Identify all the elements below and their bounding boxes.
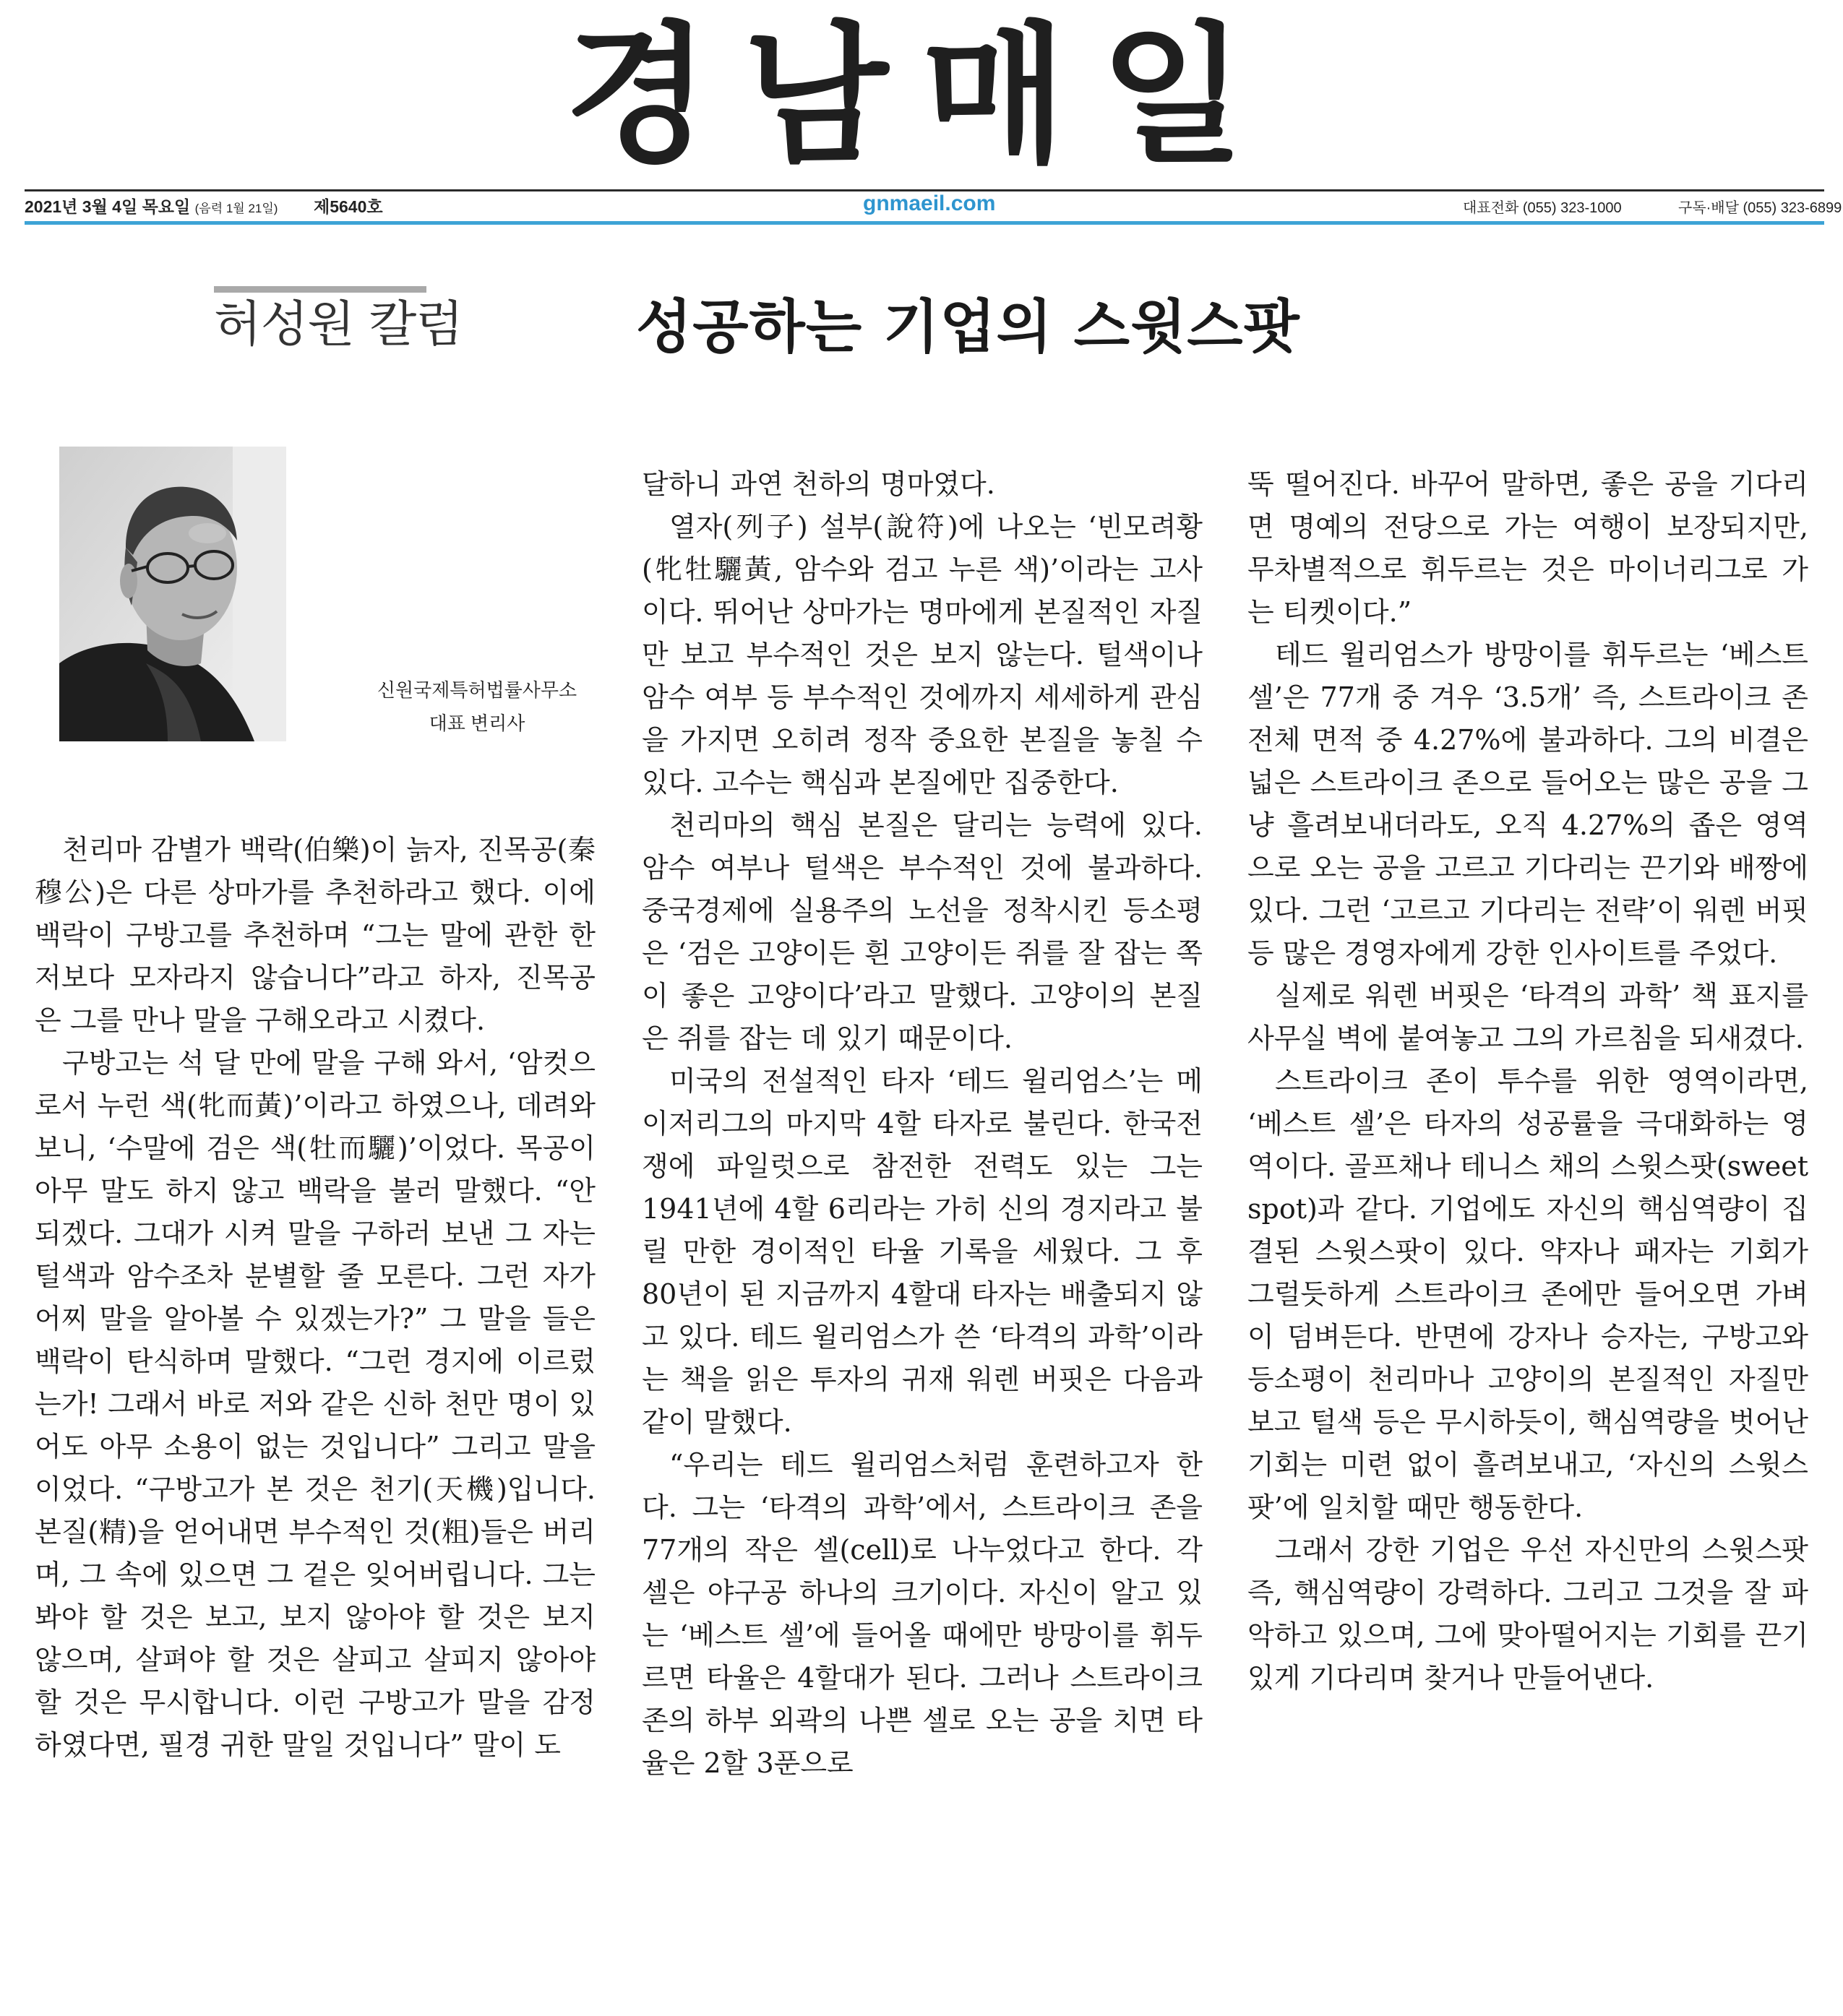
subscription-phone: 구독·배달 (055) 323-6899 [1678, 200, 1842, 216]
paragraph: 천리마 감별가 백락(伯樂)이 늙자, 진목공(秦穆公)은 다른 상마가를 추천하라고 했다. 이에 백락이 구방고를 추천하며 “그는 말에 관한 한 저보다 모자라지 않습니다”라고 하자, 진목공은 그를 만나 말을 구해오라고 시켰다. [35, 834, 596, 1036]
paragraph: 스트라이크 존이 투수를 위한 영역이라면, ‘베스트 셀’은 타자의 성공률을 극대화하는 영역이다. 골프채나 테니스 채의 스윗스팟(sweet spot)과 같다. 기업에도 자신의 핵심역량이 집결된 스윗스팟이 있다. 약자나 패자는 기회가 그럴듯하게 스트라이크 존에만 들어오면 가벼이 덤벼든다. 반면에 강자나 승자는, 구방고와 등소평이 천리마나 고양이의 본질적인 자질만 보고 털색 등은 무시하듯이, 핵심역량을 벗어난 기회는 미련 없이 흘려보내고, ‘자신의 스윗스팟’에 일치할 때만 행동한다. [1247, 1065, 1808, 1523]
paragraph: 열자(列子) 설부(說符)에 나오는 ‘빈모려황(牝牡驪黃, 암수와 검고 누른 색)’이라는 고사이다. 뛰어난 상마가는 명마에게 본질적인 자질만 보고 부수적인 것은 보지 않는다. 털색이나 암수 여부 등 부수적인 것에까지 세세하게 관심을 가지면 오히려 정작 중요한 본질을 놓칠 수 있다. 고수는 핵심과 본질에만 집중한다. [642, 511, 1203, 798]
author-portrait [59, 447, 286, 741]
article-column-3 [1247, 463, 1808, 1959]
article-column-2 [642, 463, 1203, 1959]
info-bar [25, 189, 1842, 225]
masthead [0, 0, 1843, 188]
column-label: 허성원 칼럼 [214, 296, 463, 353]
main-phone: 대표전화 (055) 323-1000 [1463, 200, 1622, 216]
website-link[interactable]: gnmaeil.com [863, 191, 996, 215]
paragraph: 테드 윌리엄스가 방망이를 휘두르는 ‘베스트 셀’은 77개 중 겨우 ‘3.5개’ 즉, 스트라이크 존 전체 면적 중 4.27%에 불과하다. 그의 비결은 넓은 스트라이크 존으로 들어오는 많은 공을 그냥 흘려보내더라도, 오직 4.27%의 좁은 영역으로 오는 공을 고르고 기다리는 끈기와 배짱에 있다. 그런 ‘고르고 기다리는 전략’이 워렌 버핏 등 많은 경영자에게 강한 인사이트를 주었다. [1247, 639, 1808, 969]
author-affiliation: 신원국제특허법률사무소 [377, 679, 577, 701]
issue-date [25, 196, 278, 220]
newspaper-title: 경남매일 [564, 9, 1279, 184]
paragraph: 그래서 강한 기업은 우선 자신만의 스윗스팟 즉, 핵심역량이 강력하다. 그리고 그것을 잘 파악하고 있으며, 그에 맞아떨어지는 기회를 끈기 있게 기다리며 찾거나 만들어낸다. [1247, 1534, 1808, 1694]
column-label-rule [214, 286, 426, 293]
issue-number: 제5640호 [314, 197, 383, 216]
paragraph: 구방고는 석 달 만에 말을 구해 와서, ‘암컷으로서 누런 색(牝而黃)’이라고 하였으나, 데려와 보니, ‘수말에 검은 색(牡而驪)’이었다. 목공이 아무 말도 하지 않고 백락을 불러 말했다. “안 되겠다. 그대가 시켜 말을 구하러 보낸 그 자는 털색과 암수조차 분별할 줄 모른다. 그런 자가 어찌 말을 알아볼 수 있겠는가?” 그 말을 들은 백락이 탄식하며 말했다. “그런 경지에 이르렀는가! 그래서 바로 저와 같은 신하 천만 명이 있어도 아무 소용이 없는 것입니다” 그리고 말을 이었다. “구방고가 본 것은 천기(天機)입니다. 본질(精)을 얻어내면 부수적인 것(粗)들은 버리며, 그 속에 있으면 그 겉은 잊어버립니다. 그는 봐야 할 것은 보고, 보지 않아야 할 것은 보지 않으며, 살펴야 할 것은 살피고 살피지 않아야 할 것은 무시합니다. 이런 구방고가 말을 감정하였다면, 필경 귀한 말일 것입니다” 말이 도 [35, 1047, 596, 1761]
paragraph: 달하니 과연 천하의 명마였다. [642, 468, 995, 500]
author-caption [347, 673, 607, 740]
paragraph: 천리마의 핵심 본질은 달리는 능력에 있다. 암수 여부나 털색은 부수적인 것에 불과하다. 중국경제에 실용주의 노선을 정착시킨 등소평은 ‘검은 고양이든 흰 고양이든 쥐를 잘 잡는 쪽이 좋은 고양이다’라고 말했다. 고양이의 본질은 쥐를 잡는 데 있기 때문이다. [642, 809, 1203, 1054]
paragraph: 미국의 전설적인 타자 ‘테드 윌리엄스’는 메이저리그의 마지막 4할 타자로 불린다. 한국전쟁에 파일럿으로 참전한 전력도 있는 그는 1941년에 4할 6리라는 가히 신의 경지라고 불릴 만한 경이적인 타율 기록을 세웠다. 그 후 80년이 된 지금까지 4할대 타자는 배출되지 않고 있다. 테드 윌리엄스가 쓴 ‘타격의 과학’이라는 책을 읽은 투자의 귀재 워렌 버핏은 다음과 같이 말했다. [642, 1065, 1203, 1438]
date-text: 2021년 3월 4일 목요일 [25, 197, 191, 216]
article-column-1 [35, 829, 596, 1956]
headline: 성공하는 기업의 스윗스팟 [636, 293, 1300, 361]
author-title: 대표 변리사 [429, 712, 525, 734]
author-photo [59, 447, 286, 741]
accent-rule [25, 221, 1824, 225]
paragraph: “우리는 테드 윌리엄스처럼 훈련하고자 한다. 그는 ‘타격의 과학’에서, 스트라이크 존을 77개의 작은 셀(cell)로 나누었다고 한다. 각 셀은 야구공 하나의 크기이다. 자신이 알고 있는 ‘베스트 셀’에 들어올 때에만 방망이를 휘두르면 타율은 4할대가 된다. 그러나 스트라이크 존의 하부 외곽의 나쁜 셀로 오는 공을 치면 타율은 2할 3푼으로 [642, 1449, 1203, 1779]
lunar-date: (음력 1월 21일) [194, 202, 278, 215]
paragraph: 뚝 떨어진다. 바꾸어 말하면, 좋은 공을 기다리면 명예의 전당으로 가는 여행이 보장되지만, 무차별적으로 휘두르는 것은 마이너리그로 가는 티켓이다.” [1247, 468, 1808, 628]
paragraph: 실제로 워렌 버핏은 ‘타격의 과학’ 책 표지를 사무실 벽에 붙여놓고 그의 가르침을 되새겼다. [1247, 980, 1808, 1054]
